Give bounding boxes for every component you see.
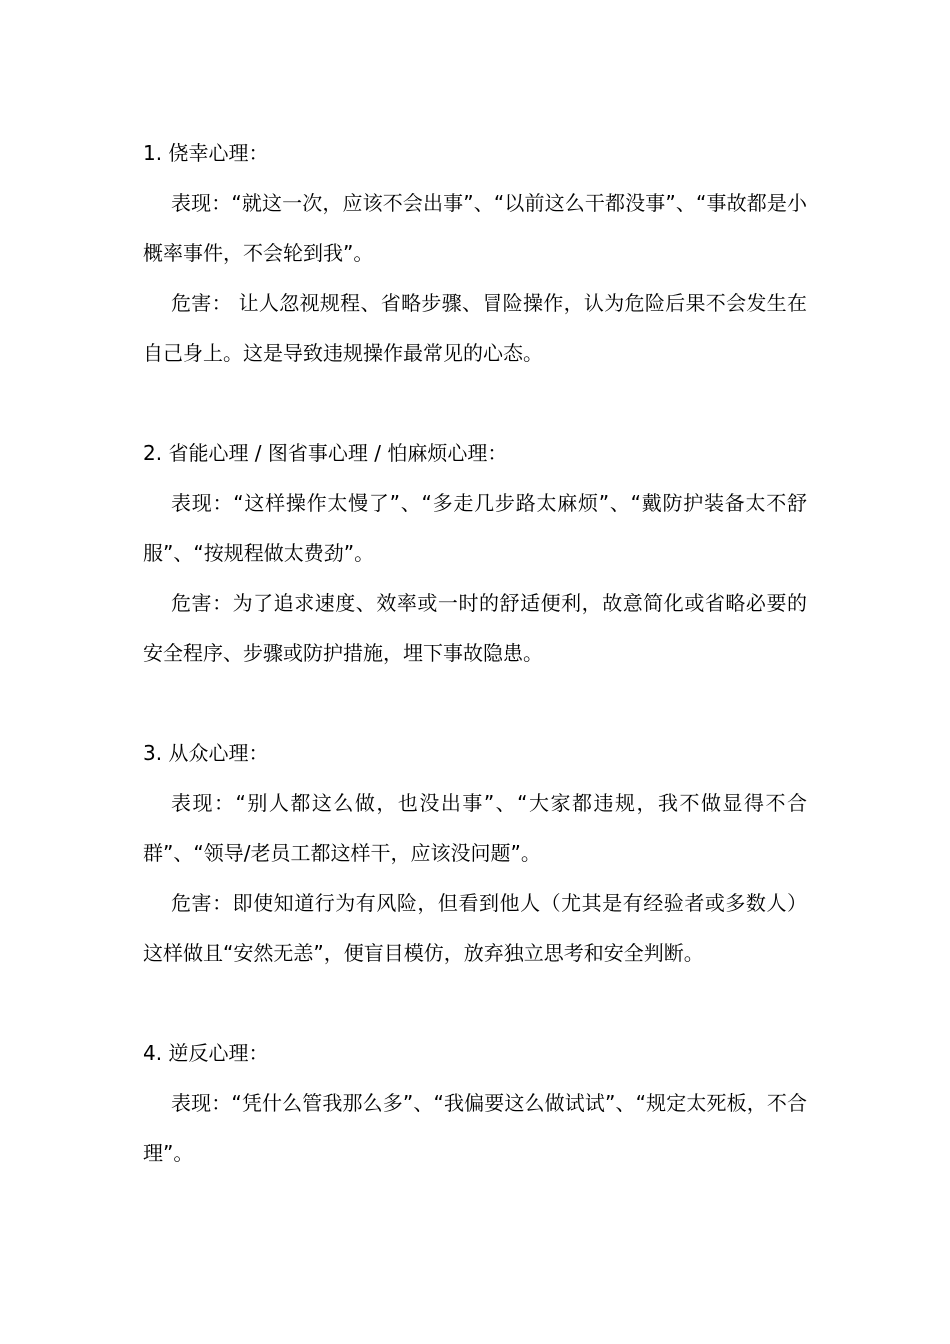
section-heading: 4. 逆反心理：	[143, 1041, 269, 1065]
harm-paragraph: 危害： 让人忽视规程、省略步骤、冒险操作，认为危险后果不会发生在自己身上。这是导致违规操作最常见的心态。	[143, 291, 807, 365]
manifestation-paragraph: 表现：“这样操作太慢了”、“多走几步路太麻烦”、“戴防护装备太不舒服”、“按规程做太费劲”。	[143, 491, 807, 565]
section-heading: 1. 侥幸心理：	[143, 141, 269, 165]
section-conformity-mentality	[143, 728, 807, 978]
section-heading: 3. 从众心理：	[143, 741, 269, 765]
harm-paragraph: 危害：即使知道行为有风险，但看到他人（尤其是有经验者或多数人）这样做且“安然无恙”，便盲目模仿，放弃独立思考和安全判断。	[143, 891, 807, 965]
section-heading: 2. 省能心理 / 图省事心理 / 怕麻烦心理：	[143, 441, 508, 465]
harm-paragraph: 危害：为了追求速度、效率或一时的舒适便利，故意简化或省略必要的安全程序、步骤或防护措施，埋下事故隐患。	[143, 591, 807, 665]
document-body	[143, 128, 807, 1178]
section-shortcut-mentality	[143, 428, 807, 678]
manifestation-paragraph: 表现：“就这一次，应该不会出事”、“以前这么干都没事”、“事故都是小概率事件，不会轮到我”。	[143, 191, 807, 265]
manifestation-paragraph: 表现：“别人都这么做，也没出事”、“大家都违规，我不做显得不合群”、“领导/老员工都这样干，应该没问题”。	[143, 791, 807, 865]
manifestation-paragraph: 表现：“凭什么管我那么多”、“我偏要这么做试试”、“规定太死板，不合理”。	[143, 1091, 807, 1165]
section-rebellious-mentality	[143, 1028, 807, 1178]
section-gambling-mentality	[143, 128, 807, 378]
